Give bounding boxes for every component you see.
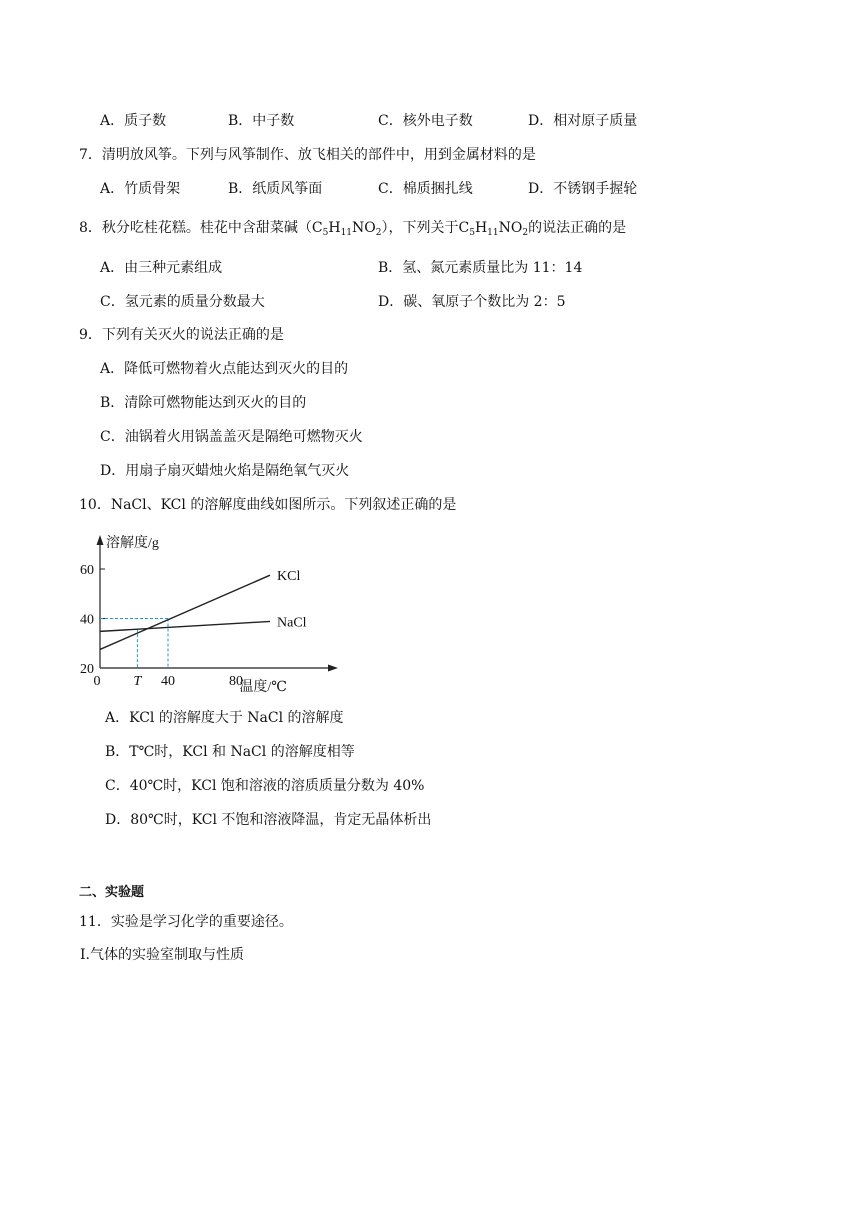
x-axis-title: 温度/℃ (239, 680, 287, 695)
q10-option-c: C．40℃时，KCl 饱和溶液的溶质质量分数为 40% (105, 778, 425, 794)
solubility-chart (70, 525, 360, 695)
q6-option-c: C．核外电子数 (378, 113, 473, 129)
q8-stem-part3: 的说法正确的是 (528, 220, 627, 236)
q11-stem: 11．实验是学习化学的重要途径。 (79, 914, 293, 930)
section-title: 二、实验题 (79, 885, 145, 900)
x-axis-arrow (328, 665, 338, 672)
q10-option-a: A．KCl 的溶解度大于 NaCl 的溶解度 (105, 710, 344, 726)
y-axis-arrow (97, 535, 104, 545)
q9-option-a: A．降低可燃物着火点能达到灭火的目的 (100, 361, 349, 377)
series-line-nacl (100, 621, 270, 631)
q8-stem-part1: 8．秋分吃桂花糕。桂花中含甜菜碱（ (79, 220, 312, 236)
q9-option-d: D．用扇子扇灭蜡烛火焰是隔绝氧气灭火 (100, 463, 350, 479)
series-label-kcl: KCl (277, 569, 301, 585)
q10-stem: 10．NaCl、KCl 的溶解度曲线如图所示。下列叙述正确的是 (79, 497, 457, 513)
y-tick-label-40: 40 (80, 612, 94, 628)
q8-option-a: A．由三种元素组成 (100, 260, 223, 276)
x-tick-label-T: T (133, 674, 142, 689)
q6-option-b: B．中子数 (228, 113, 295, 129)
q8-option-c: C．氢元素的质量分数最大 (100, 294, 265, 310)
q9-option-c: C．油锅着火用锅盖盖灭是隔绝可燃物灭火 (100, 429, 363, 445)
y-tick-label-60: 60 (80, 563, 94, 578)
betaine-formula-2: $C_5H_{11}NO_2$ (458, 220, 529, 238)
x-tick-label-40: 40 (161, 674, 175, 689)
q7-option-c: C．棉质捆扎线 (378, 181, 473, 197)
q8-stem (79, 218, 626, 243)
y-tick-label-20: 20 (80, 662, 94, 677)
q10-option-b: B．T℃时，KCl 和 NaCl 的溶解度相等 (105, 744, 355, 760)
q6-option-d: D．相对原子质量 (528, 113, 638, 129)
series-line-kcl (100, 575, 270, 649)
q10-option-d: D．80℃时，KCl 不饱和溶液降温，肯定无晶体析出 (105, 812, 432, 828)
q11-part-1-heading: Ⅰ.气体的实验室制取与性质 (80, 947, 244, 963)
x-tick-label-0: 0 (93, 674, 101, 689)
q8-option-d: D．碳、氧原子个数比为 2：5 (378, 294, 566, 310)
q9-option-b: B．清除可燃物能达到灭火的目的 (100, 395, 307, 411)
y-axis-title: 溶解度/g (106, 536, 159, 551)
q7-option-a: A．竹质骨架 (100, 181, 181, 197)
q7-option-b: B．纸质风筝面 (228, 181, 323, 197)
q7-option-d: D．不锈钢手握轮 (528, 181, 638, 197)
betaine-formula: $C_5H_{11}NO_2$ (311, 220, 382, 238)
q6-option-a: A．质子数 (100, 113, 167, 129)
series-label-nacl: NaCl (277, 615, 307, 631)
q8-stem-part2: ），下列关于 (381, 220, 459, 236)
q8-option-b: B．氢、氮元素质量比为 11：14 (378, 260, 583, 276)
q7-stem: 7．清明放风筝。下列与风筝制作、放飞相关的部件中，用到金属材料的是 (79, 147, 536, 163)
x-tick-label-80: 80 (229, 674, 243, 689)
q9-stem: 9．下列有关灭火的说法正确的是 (79, 327, 284, 343)
